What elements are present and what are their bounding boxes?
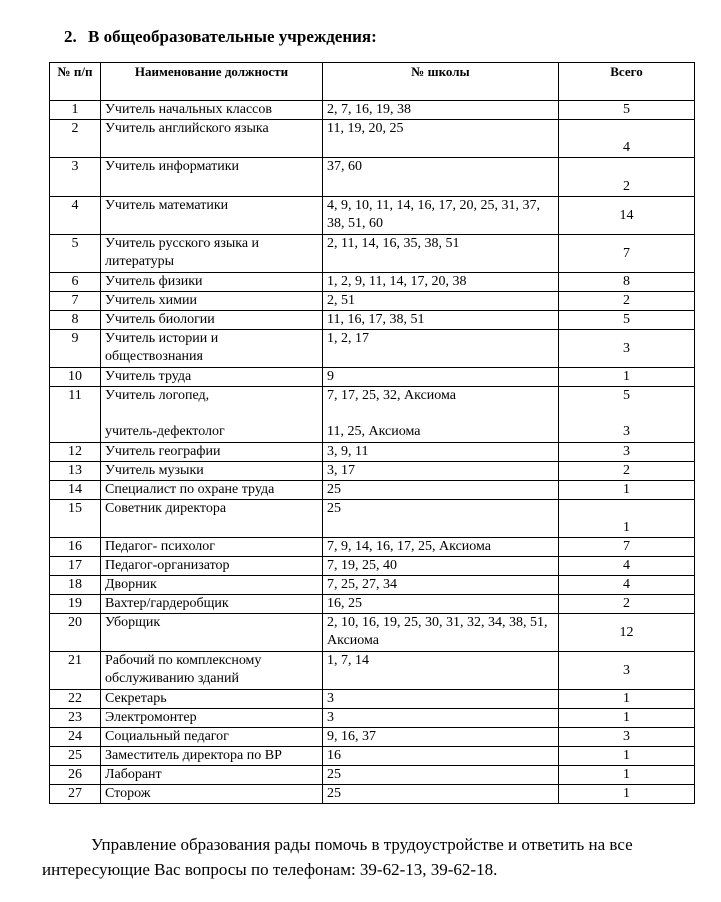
row-number: 17 — [50, 557, 101, 576]
row-number: 19 — [50, 595, 101, 614]
table-row — [50, 728, 695, 747]
row-number: 7 — [50, 292, 101, 311]
table-row — [50, 462, 695, 481]
total-count: 3 — [559, 652, 695, 690]
total-count: 1 — [559, 500, 695, 538]
table-row — [50, 538, 695, 557]
position-name: Специалист по охране труда — [101, 481, 323, 500]
row-number: 12 — [50, 443, 101, 462]
table-row — [50, 158, 695, 197]
total-count: 3 — [623, 424, 630, 439]
table-row — [50, 557, 695, 576]
total-count: 2 — [559, 462, 695, 481]
header-schools: № школы — [323, 63, 559, 101]
school-numbers: 7, 25, 27, 34 — [323, 576, 559, 595]
row-number: 3 — [50, 158, 101, 197]
table-row — [50, 443, 695, 462]
position-name: Советник директора — [101, 500, 323, 538]
position-name: Секретарь — [101, 690, 323, 709]
total-count: 4 — [559, 120, 695, 158]
school-numbers: 2, 51 — [323, 292, 559, 311]
table-header-row — [50, 63, 695, 101]
total-count: 14 — [559, 197, 695, 235]
row-number: 18 — [50, 576, 101, 595]
vacancies-table — [49, 62, 695, 804]
school-numbers: 4, 9, 10, 11, 14, 16, 17, 20, 25, 31, 37, 38, 51, 60 — [323, 197, 559, 235]
school-numbers: 25 — [323, 766, 559, 785]
table-row — [50, 652, 695, 690]
table-row — [50, 614, 695, 652]
table-row — [50, 387, 695, 443]
table-row — [50, 500, 695, 538]
table-row — [50, 101, 695, 120]
table-row — [50, 197, 695, 235]
school-numbers: 11, 16, 17, 38, 51 — [323, 311, 559, 330]
school-numbers: 2, 10, 16, 19, 25, 30, 31, 32, 34, 38, 51, Аксиома — [323, 614, 559, 652]
total-count: 3 — [559, 330, 695, 368]
total-count: 7 — [559, 235, 695, 273]
position-name: Электромонтер — [101, 709, 323, 728]
table-row — [50, 766, 695, 785]
row-number: 13 — [50, 462, 101, 481]
total-count: 1 — [559, 785, 695, 804]
position-name: Учитель информатики — [101, 158, 323, 197]
school-numbers: 7, 17, 25, 32, Аксиома — [327, 388, 456, 403]
table-row — [50, 368, 695, 387]
school-numbers-cell — [323, 387, 559, 443]
position-name-cell — [101, 387, 323, 443]
school-numbers: 25 — [323, 481, 559, 500]
total-count: 3 — [559, 443, 695, 462]
school-numbers: 3 — [323, 709, 559, 728]
total-count: 1 — [559, 766, 695, 785]
total-count: 1 — [559, 690, 695, 709]
school-numbers: 1, 2, 9, 11, 14, 17, 20, 38 — [323, 273, 559, 292]
position-name: Учитель начальных классов — [101, 101, 323, 120]
position-name: Рабочий по комплексному обслуживанию зданий — [101, 652, 323, 690]
position-name: учитель-дефектолог — [105, 424, 225, 439]
row-number: 9 — [50, 330, 101, 368]
table-row — [50, 785, 695, 804]
row-number: 10 — [50, 368, 101, 387]
row-number: 26 — [50, 766, 101, 785]
total-count: 5 — [559, 101, 695, 120]
position-name: Учитель физики — [101, 273, 323, 292]
school-numbers: 3 — [323, 690, 559, 709]
table-row — [50, 481, 695, 500]
total-count: 2 — [559, 595, 695, 614]
header-no: № п/п — [50, 63, 101, 101]
school-numbers: 11, 19, 20, 25 — [323, 120, 559, 158]
table-row — [50, 709, 695, 728]
row-number: 15 — [50, 500, 101, 538]
total-count: 1 — [559, 747, 695, 766]
position-name: Учитель музыки — [101, 462, 323, 481]
position-name: Учитель истории и обществознания — [101, 330, 323, 368]
row-number: 4 — [50, 197, 101, 235]
school-numbers: 16, 25 — [323, 595, 559, 614]
section-title: В общеобразовательные учреждения: — [88, 27, 377, 46]
total-count: 2 — [559, 292, 695, 311]
position-name: Дворник — [101, 576, 323, 595]
school-numbers: 7, 19, 25, 40 — [323, 557, 559, 576]
position-name: Социальный педагог — [101, 728, 323, 747]
total-count: 12 — [559, 614, 695, 652]
school-numbers: 2, 11, 14, 16, 35, 38, 51 — [323, 235, 559, 273]
school-numbers: 25 — [323, 500, 559, 538]
row-number: 27 — [50, 785, 101, 804]
school-numbers: 3, 17 — [323, 462, 559, 481]
position-name: Педагог- психолог — [101, 538, 323, 557]
row-number: 8 — [50, 311, 101, 330]
table-row — [50, 311, 695, 330]
position-name: Уборщик — [101, 614, 323, 652]
total-count: 1 — [559, 709, 695, 728]
section-heading — [64, 27, 377, 47]
row-number: 11 — [50, 387, 101, 443]
school-numbers: 7, 9, 14, 16, 17, 25, Аксиома — [323, 538, 559, 557]
row-number: 6 — [50, 273, 101, 292]
total-count: 4 — [559, 576, 695, 595]
school-numbers: 9 — [323, 368, 559, 387]
total-count: 8 — [559, 273, 695, 292]
row-number: 20 — [50, 614, 101, 652]
total-count: 4 — [559, 557, 695, 576]
position-name: Учитель географии — [101, 443, 323, 462]
position-name: Вахтер/гардеробщик — [101, 595, 323, 614]
footer-text: Управление образования рады помочь в трудоустройстве и ответить на все интересующие Вас вопросы по телефонам: 39-62-13, 39-62-18. — [42, 835, 633, 879]
row-number: 21 — [50, 652, 101, 690]
position-name: Учитель химии — [101, 292, 323, 311]
header-total: Всего — [559, 63, 695, 101]
total-count: 3 — [559, 728, 695, 747]
position-name: Сторож — [101, 785, 323, 804]
total-count: 5 — [559, 311, 695, 330]
row-number: 14 — [50, 481, 101, 500]
total-count: 7 — [559, 538, 695, 557]
table-row — [50, 595, 695, 614]
position-name: Учитель труда — [101, 368, 323, 387]
school-numbers: 1, 2, 17 — [323, 330, 559, 368]
total-count: 1 — [559, 368, 695, 387]
table-row — [50, 330, 695, 368]
position-name: Педагог-организатор — [101, 557, 323, 576]
row-number: 5 — [50, 235, 101, 273]
school-numbers: 37, 60 — [323, 158, 559, 197]
school-numbers: 9, 16, 37 — [323, 728, 559, 747]
total-count: 5 — [623, 388, 630, 403]
row-number: 16 — [50, 538, 101, 557]
section-number: 2. — [64, 27, 77, 46]
school-numbers: 11, 25, Аксиома — [327, 424, 421, 439]
position-name: Учитель биологии — [101, 311, 323, 330]
table-row — [50, 273, 695, 292]
school-numbers: 2, 7, 16, 19, 38 — [323, 101, 559, 120]
table-row — [50, 292, 695, 311]
table-row — [50, 576, 695, 595]
row-number: 23 — [50, 709, 101, 728]
header-position: Наименование должности — [101, 63, 323, 101]
table-row — [50, 747, 695, 766]
position-name: Учитель логопед, — [105, 388, 210, 403]
position-name: Учитель математики — [101, 197, 323, 235]
table-row — [50, 120, 695, 158]
total-count: 1 — [559, 481, 695, 500]
table-body — [50, 101, 695, 804]
table-row — [50, 690, 695, 709]
total-count-cell — [559, 387, 695, 443]
school-numbers: 25 — [323, 785, 559, 804]
row-number: 1 — [50, 101, 101, 120]
row-number: 25 — [50, 747, 101, 766]
position-name: Лаборант — [101, 766, 323, 785]
total-count: 2 — [559, 158, 695, 197]
table-row — [50, 235, 695, 273]
position-name: Учитель английского языка — [101, 120, 323, 158]
school-numbers: 16 — [323, 747, 559, 766]
school-numbers: 1, 7, 14 — [323, 652, 559, 690]
row-number: 2 — [50, 120, 101, 158]
school-numbers: 3, 9, 11 — [323, 443, 559, 462]
position-name: Заместитель директора по ВР — [101, 747, 323, 766]
row-number: 22 — [50, 690, 101, 709]
footer-note — [42, 832, 712, 882]
row-number: 24 — [50, 728, 101, 747]
position-name: Учитель русского языка и литературы — [101, 235, 323, 273]
